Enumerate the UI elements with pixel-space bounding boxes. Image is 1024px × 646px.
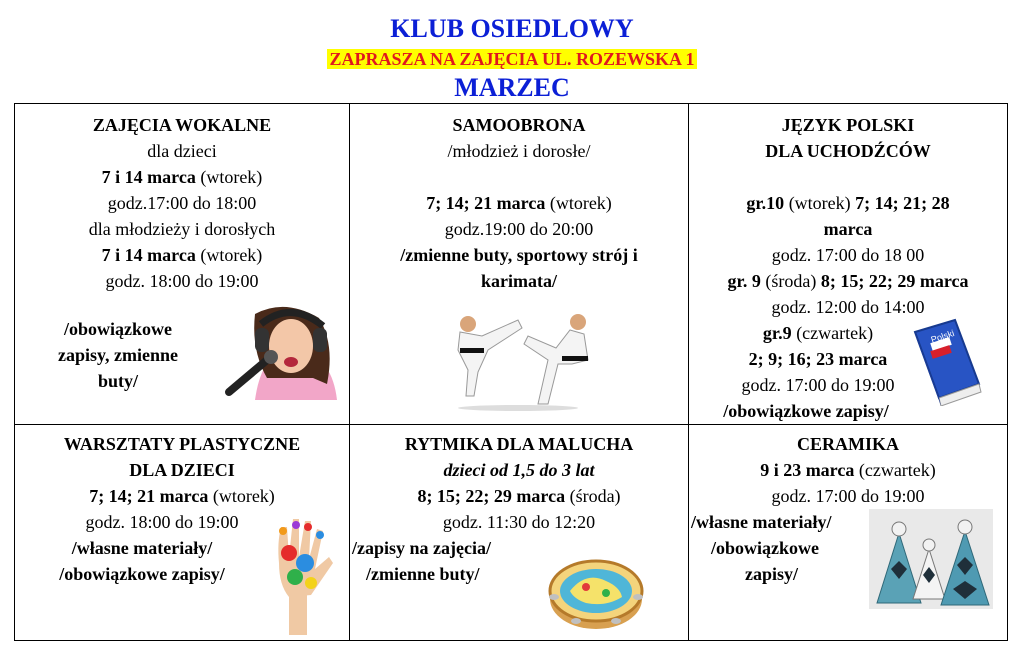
vocal-title: ZAJĘCIA WOKALNE bbox=[92, 115, 272, 135]
tambourine-image bbox=[546, 541, 646, 633]
art-note1: /własne materiały/ bbox=[71, 538, 213, 558]
vocal-line5: 7 i 14 marca (wtorek) bbox=[101, 245, 263, 265]
art-note2: /obowiązkowe zapisy/ bbox=[59, 564, 225, 584]
vocal-note1: /obowiązkowe bbox=[64, 319, 172, 339]
invitation-text: ZAPRASZA NA ZAJĘCIA UL. ROZEWSKA 1 bbox=[329, 49, 695, 69]
art-line1: 7; 14; 21 marca (wtorek) bbox=[89, 486, 275, 506]
ceramics-title: CERAMIKA bbox=[797, 434, 899, 454]
polish-g2-time: godz. 12:00 do 14:00 bbox=[771, 297, 925, 317]
invitation-subtitle bbox=[0, 48, 1024, 72]
card-polish bbox=[689, 104, 1008, 425]
polish-g1-month: marca bbox=[823, 219, 873, 239]
art-line2: godz. 18:00 do 19:00 bbox=[85, 512, 239, 532]
vocal-line6: godz. 18:00 do 19:00 bbox=[105, 271, 259, 291]
ceramics-note3: zapisy/ bbox=[745, 564, 799, 584]
rhythm-line3: godz. 11:30 do 12:20 bbox=[442, 512, 596, 532]
vocal-line4: dla młodzieży i dorosłych bbox=[88, 219, 276, 239]
selfdefense-line2: 7; 14; 21 marca (wtorek) bbox=[426, 193, 612, 213]
schedule-grid bbox=[14, 103, 1008, 641]
ceramics-line1: 9 i 23 marca (czwartek) bbox=[760, 460, 936, 480]
polish-g2-line: gr. 9 (środa) 8; 15; 22; 29 marca bbox=[727, 271, 969, 291]
art-title1: WARSZTATY PLASTYCZNE bbox=[63, 434, 301, 454]
book-image bbox=[909, 318, 983, 406]
selfdefense-note2: karimata/ bbox=[481, 271, 557, 291]
polish-g3-dates: 2; 9; 16; 23 marca bbox=[748, 349, 888, 369]
polish-title1: JĘZYK POLSKI bbox=[781, 115, 915, 135]
ceramics-image bbox=[869, 509, 993, 609]
polish-note: /obowiązkowe zapisy/ bbox=[723, 401, 889, 421]
vocal-line3: godz.17:00 do 18:00 bbox=[107, 193, 257, 213]
selfdefense-line3: godz.19:00 do 20:00 bbox=[444, 219, 594, 239]
vocal-line1: dla dzieci bbox=[147, 141, 217, 161]
card-selfdefense bbox=[350, 104, 689, 425]
card-art bbox=[15, 425, 350, 641]
vocal-note3: buty/ bbox=[97, 371, 139, 391]
polish-spacer bbox=[689, 164, 1007, 190]
card-ceramics bbox=[689, 425, 1008, 641]
ceramics-note2: /obowiązkowe bbox=[711, 538, 819, 558]
polish-g3-time: godz. 17:00 do 19:00 bbox=[741, 375, 895, 395]
rhythm-line2: 8; 15; 22; 29 marca (środa) bbox=[417, 486, 621, 506]
rhythm-note1: /zapisy na zajęcia/ bbox=[352, 538, 491, 558]
martial-arts-image bbox=[438, 300, 598, 412]
selfdefense-spacer bbox=[350, 164, 688, 190]
art-title2: DLA DZIECI bbox=[129, 460, 235, 480]
ceramics-line2: godz. 17:00 do 19:00 bbox=[771, 486, 925, 506]
card-vocal bbox=[15, 104, 350, 425]
rhythm-title: RYTMIKA DLA MALUCHA bbox=[404, 434, 634, 454]
rhythm-note2: /zmienne buty/ bbox=[366, 564, 480, 584]
polish-g1-time: godz. 17:00 do 18 00 bbox=[771, 245, 925, 265]
polish-g3-line: gr.9 (czwartek) bbox=[762, 323, 874, 343]
polish-g1-line: gr.10 (wtorek) 7; 14; 21; 28 bbox=[746, 193, 950, 213]
painted-hand-image bbox=[259, 513, 335, 635]
rhythm-line1: dzieci od 1,5 do 3 lat bbox=[443, 460, 595, 480]
singer-image bbox=[215, 304, 345, 400]
ceramics-note1: /własne materiały/ bbox=[691, 512, 832, 532]
svg-text:Polski: Polski bbox=[929, 327, 956, 345]
polish-title2: DLA UCHODŹCÓW bbox=[765, 141, 931, 161]
club-title: KLUB OSIEDLOWY bbox=[390, 14, 634, 43]
vocal-note2: zapisy, zmienne bbox=[58, 345, 178, 365]
vocal-line2: 7 i 14 marca (wtorek) bbox=[101, 167, 263, 187]
card-rhythm bbox=[350, 425, 689, 641]
selfdefense-title: SAMOOBRONA bbox=[452, 115, 586, 135]
selfdefense-note1: /zmienne buty, sportowy strój i bbox=[400, 245, 638, 265]
selfdefense-line1: /młodzież i dorosłe/ bbox=[447, 141, 591, 161]
month-title: MARZEC bbox=[454, 73, 570, 102]
